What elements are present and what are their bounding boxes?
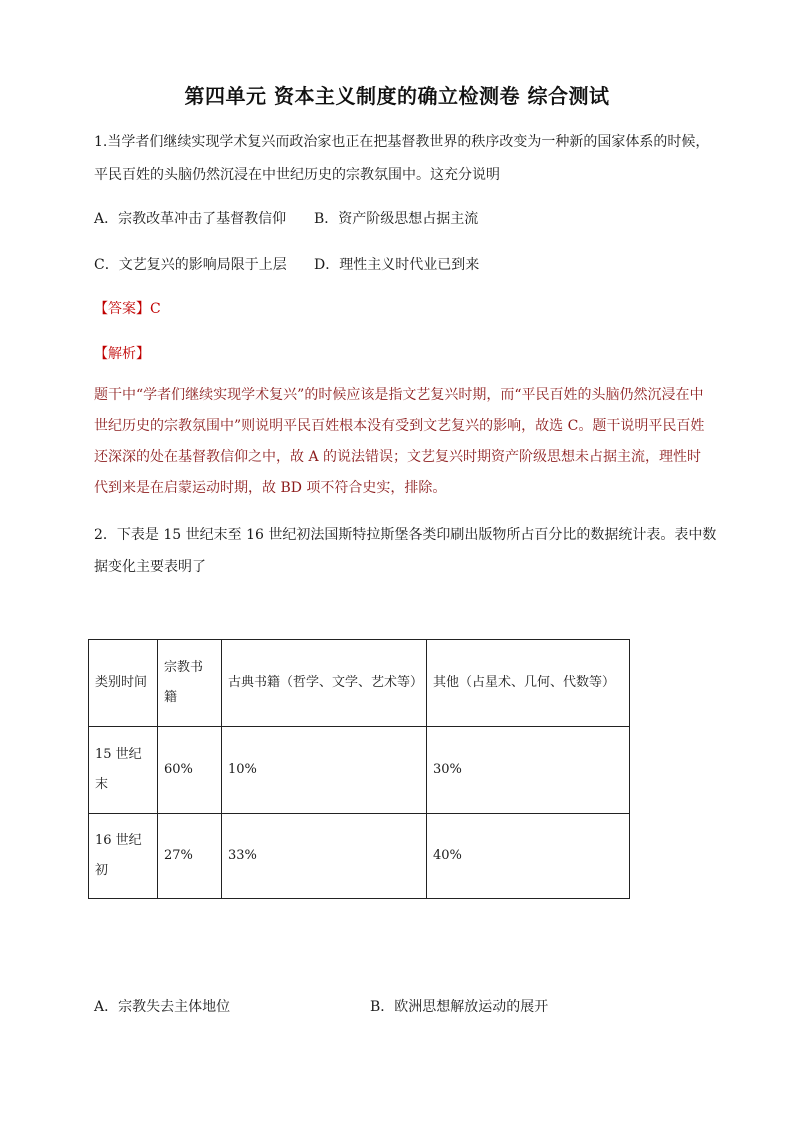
q1-option-b: B．资产阶级思想占据主流 [314,211,479,227]
table-cell: 15 世纪末 [89,727,158,814]
table-cell: 33% [222,814,427,899]
header-cell: 古典书籍（哲学、文学、艺术等） [222,640,427,727]
table-row [89,814,630,899]
table-row [89,727,630,814]
analysis-line: 还深深的处在基督教信仰之中，故 A 的说法错误；文艺复兴时期资产阶级思想未占据主流，理性时 [94,449,702,465]
q2-option-b: B．欧洲思想解放运动的展开 [370,999,549,1015]
table-cell: 10% [222,727,427,814]
table-cell: 30% [427,727,630,814]
q1-stem-line2: 平民百姓的头脑仍然沉浸在中世纪历史的宗教氛围中。这充分说明 [94,167,500,183]
page-title: 第四单元 资本主义制度的确立检测卷 综合测试 [184,84,610,108]
analysis-line: 世纪历史的宗教氛围中”则说明平民百姓根本没有受到文艺复兴的影响，故选 C。题干说明平民百姓 [94,418,705,434]
answer-value: C [150,301,161,317]
q1-option-a: A．宗教改革冲击了基督教信仰 [94,211,287,227]
header-cell: 其他（占星术、几何、代数等） [427,640,630,727]
table-cell: 40% [427,814,630,899]
answer-label: 【答案】 [94,301,150,317]
table-cell: 16 世纪初 [89,814,158,899]
header-cell: 类别时间 [89,640,158,727]
table-cell: 60% [158,727,222,814]
analysis-label: 【解析】 [94,346,150,362]
q1-option-c: C．文艺复兴的影响局限于上层 [94,257,287,273]
table-header-row [89,640,630,727]
q1-answer [94,298,161,318]
q1-stem-line1: 1.当学者们继续实现学术复兴而政治家也正在把基督教世界的秩序改变为一种新的国家体系的时候， [94,134,710,150]
q2-stem-line2: 据变化主要表明了 [94,559,206,575]
q1-option-d: D．理性主义时代业已到来 [314,257,480,273]
header-cell: 宗教书籍 [158,640,222,727]
print-statistics-table [88,639,630,899]
analysis-body [94,380,706,504]
table-cell: 27% [158,814,222,899]
analysis-line: 题干中“学者们继续实现学术复兴”的时候应该是指文艺复兴时期，而“平民百姓的头脑仍然沉浸在中 [94,387,704,403]
q2-option-a: A．宗教失去主体地位 [94,999,231,1015]
analysis-line: 代到来是在启蒙运动时期，故 BD 项不符合史实，排除。 [94,480,447,496]
q2-stem-line1: 2．下表是 15 世纪末至 16 世纪初法国斯特拉斯堡各类印刷出版物所占百分比的数据统计表。表中数 [94,527,717,543]
